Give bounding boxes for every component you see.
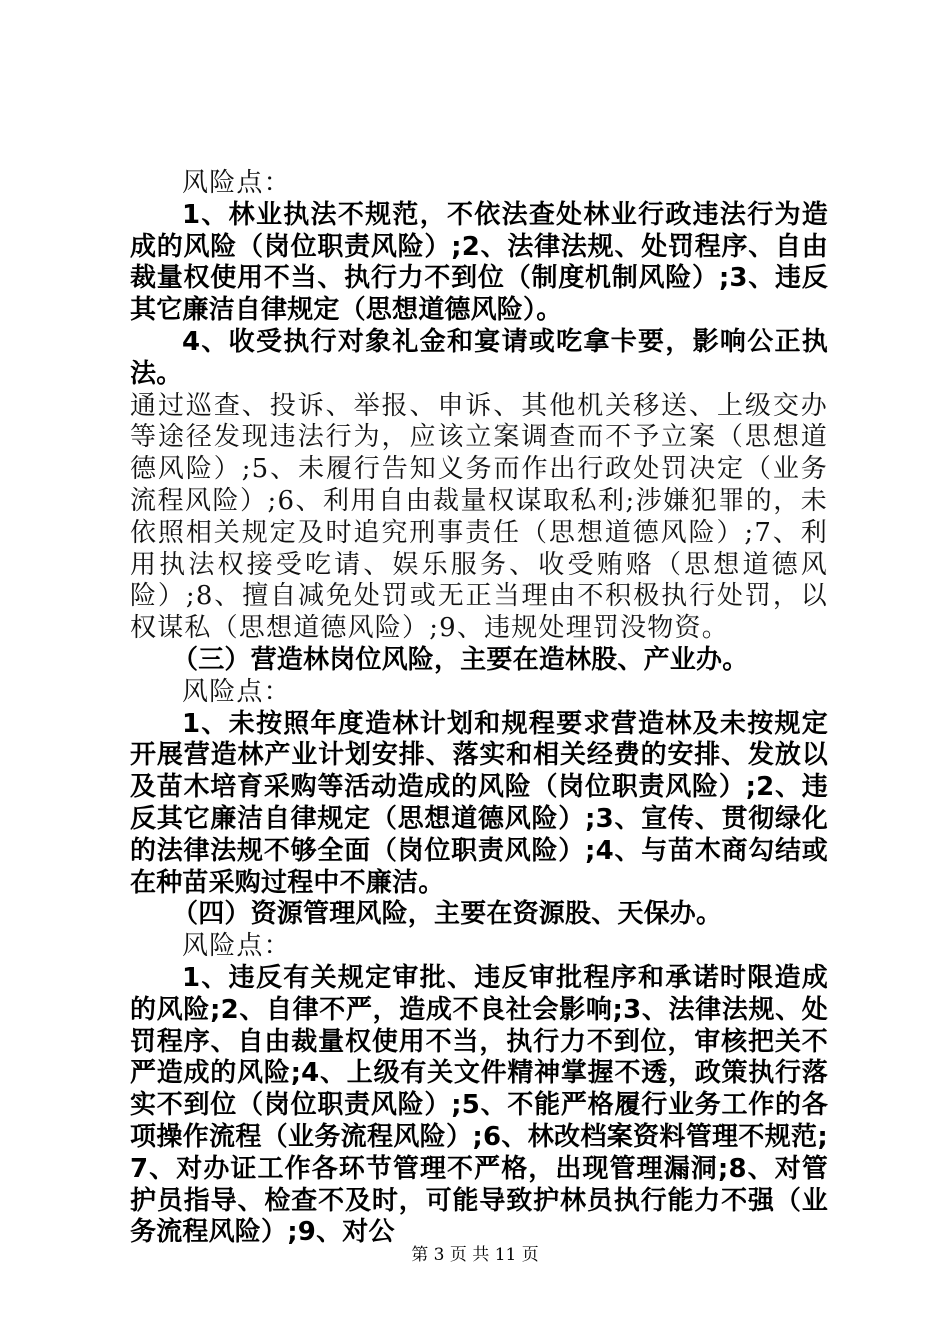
risk-points-label: 风险点： bbox=[182, 676, 291, 707]
document-body bbox=[130, 168, 828, 1249]
section-heading-afforestation: （三）营造林岗位风险，主要在造林股、产业办。 bbox=[172, 644, 749, 675]
page-number-footer: 第 3 页 共 11 页 bbox=[411, 1245, 539, 1265]
paragraph-gift-risk: 4、收受执行对象礼金和宴请或吃拿卡要，影响公正执法。 bbox=[130, 326, 828, 389]
paragraph-law-enforcement-risks: 1、林业执法不规范，不依法查处林业行政违法行为造成的风险（岗位职责风险）;2、法律法规、处罚程序、自由裁量权使用不当、执行力不到位（制度机制风险）;3、违反其它廉洁自律规定（思想道德风险）。 bbox=[130, 199, 828, 326]
risk-points-label: 风险点： bbox=[182, 168, 291, 198]
section-heading-resource-management: （四）资源管理风险，主要在资源股、天保办。 bbox=[172, 899, 723, 930]
risk-points-label: 风险点： bbox=[182, 931, 291, 962]
paragraph-afforestation-risks: 1、未按照年度造林计划和规程要求营造林及未按规定开展营造林产业计划安排、落实和相关经费的安排、发放以及苗木培育采购等活动造成的风险（岗位职责风险）;2、违反其它廉洁自律规定（思想道德风险）;3、宣传、贯彻绿化的法律法规不够全面（岗位职责风险）;4、与苗木商勾结或在种苗采购过程中不廉洁。 bbox=[130, 708, 828, 898]
paragraph-investigation-risks: 通过巡查、投诉、举报、申诉、其他机关移送、上级交办等途径发现违法行为，应该立案调查而不予立案（思想道德风险）;5、未履行告知义务而作出行政处罚决定（业务流程风险）;6、利用自由裁量权谋取私利;涉嫌犯罪的，未依照相关规定及时追究刑事责任（思想道德风险）;7、利用执法权接受吃请、娱乐服务、收受贿赂（思想道德风险）;8、擅自减免处罚或无正当理由不积极执行处罚，以权谋私（思想道德风险）;9、违规处理罚没物资。 bbox=[130, 390, 828, 644]
paragraph-resource-risks: 1、违反有关规定审批、违反审批程序和承诺时限造成的风险;2、自律不严，造成不良社会影响;3、法律法规、处罚程序、自由裁量权使用不当，执行力不到位，审核把关不严造成的风险;4、上级有关文件精神掌握不透，政策执行落实不到位（岗位职责风险）;5、不能严格履行业务工作的各项操作流程（业务流程风险）;6、林改档案资料管理不规范;7、对办证工作各环节管理不严格，出现管理漏洞;8、对管护员指导、检查不及时，可能导致护林员执行能力不强（业务流程风险）;9、对公 bbox=[130, 962, 828, 1248]
